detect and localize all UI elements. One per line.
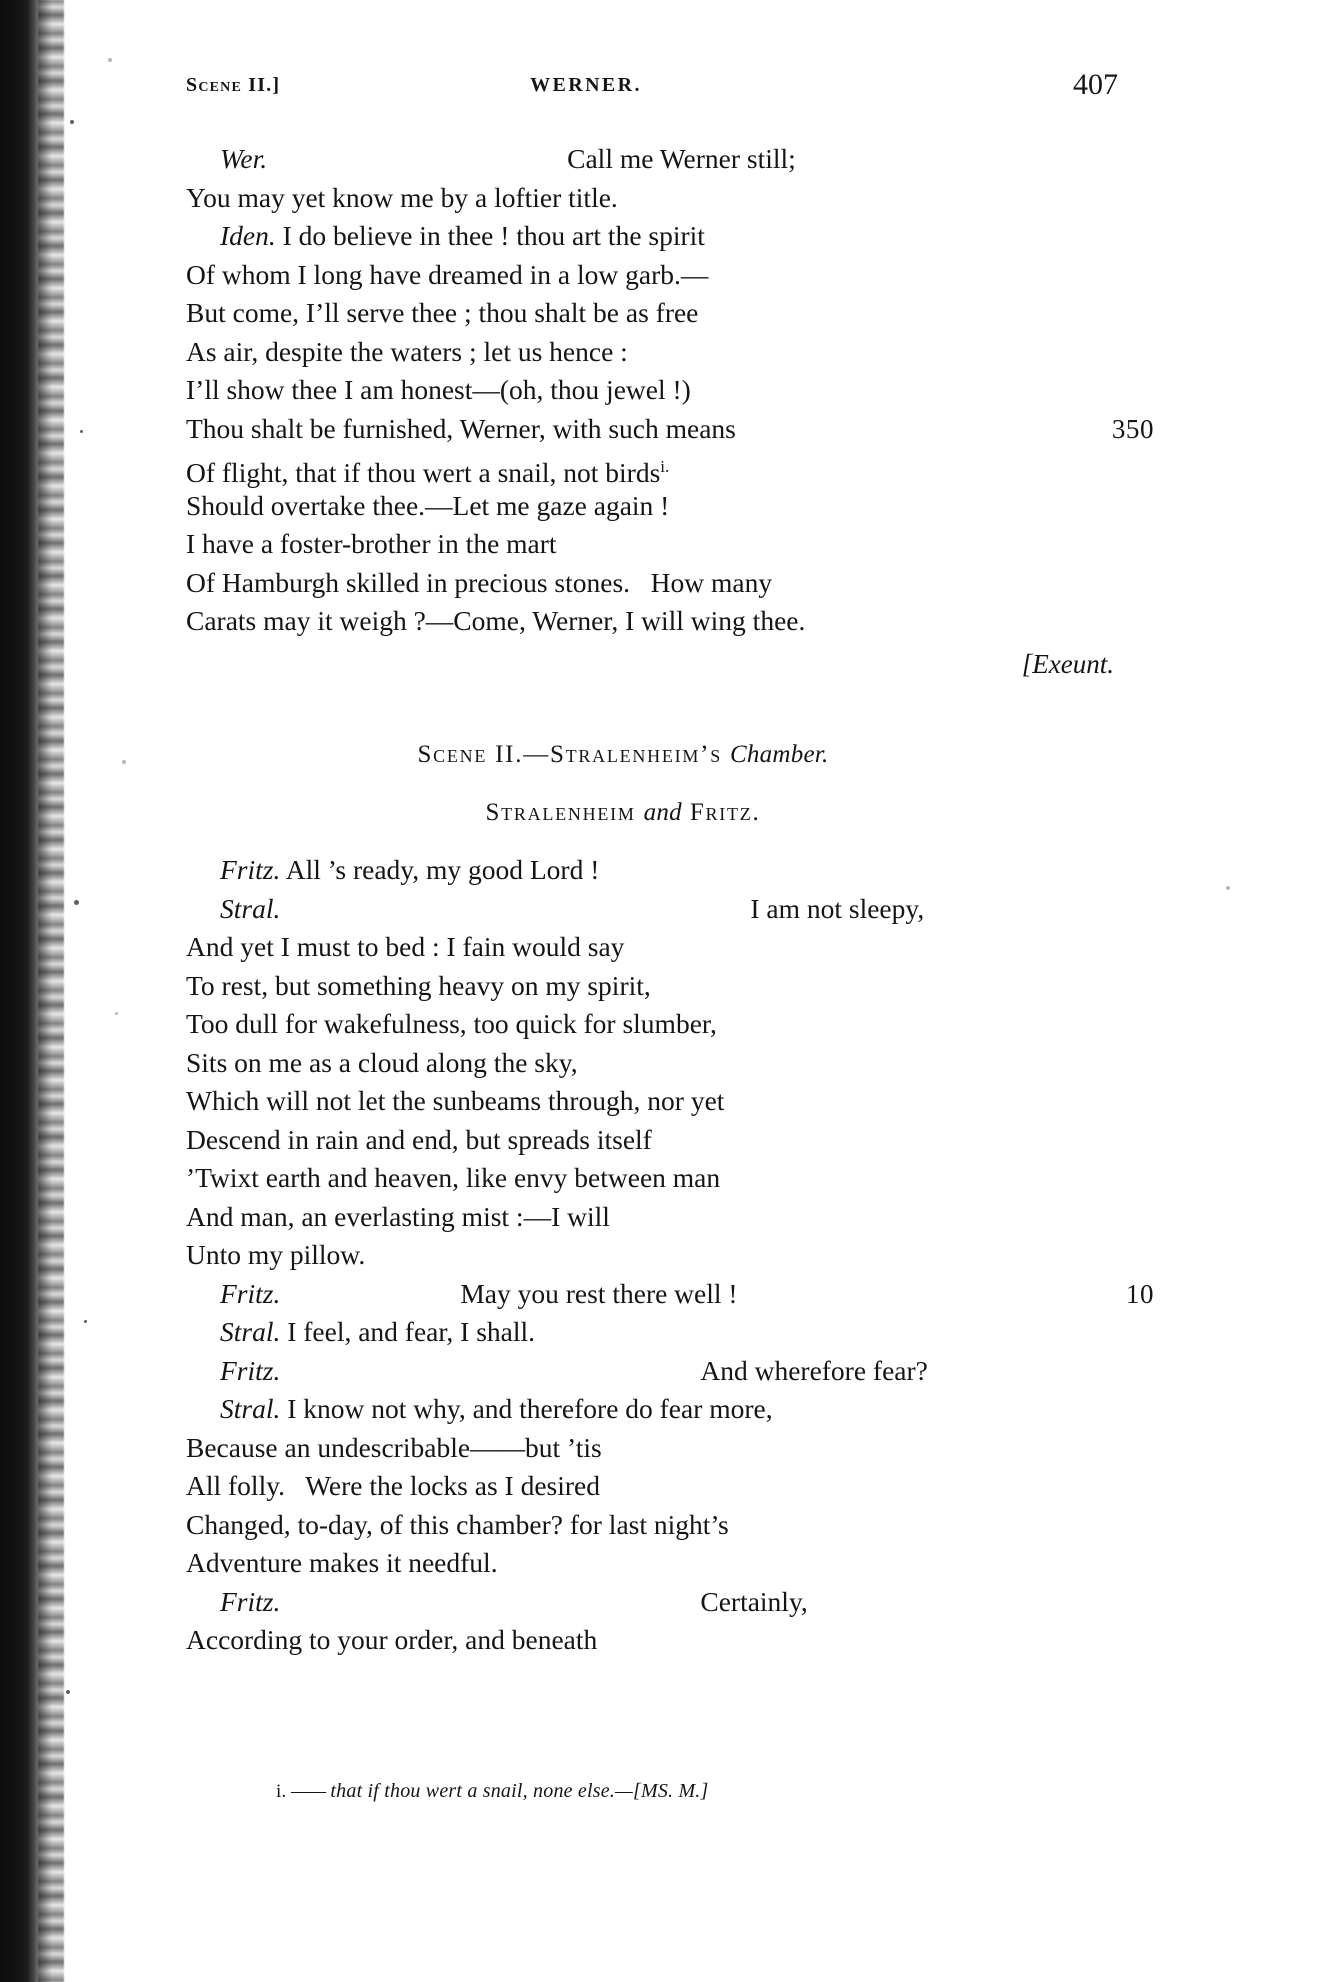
verse-text: ’Twixt earth and heaven, like envy between man bbox=[186, 1162, 721, 1193]
verse-text: Carats may it weigh ?—Come, Werner, I will wing thee. bbox=[186, 605, 806, 636]
verse-line bbox=[186, 410, 1154, 449]
verse-line bbox=[186, 1159, 1136, 1198]
page-number: 407 bbox=[1073, 68, 1118, 101]
verse-line bbox=[186, 1390, 1136, 1429]
verse-text: Of whom I long have dreamed in a low garb.— bbox=[186, 258, 709, 290]
verse-text: Adventure makes it needful. bbox=[186, 1547, 498, 1578]
verse-text: You may yet know me by a loftier title. bbox=[186, 181, 618, 213]
verse-line bbox=[186, 1429, 1136, 1468]
page-speck bbox=[108, 58, 112, 62]
speaker-name: Stral. bbox=[220, 1393, 281, 1424]
verse-text: To rest, but something heavy on my spirit, bbox=[186, 969, 651, 1001]
verse-line bbox=[186, 179, 1136, 218]
scan-gutter-shadow bbox=[0, 0, 52, 1982]
verse-line bbox=[186, 448, 1136, 487]
verse-line bbox=[186, 140, 1136, 179]
conjunction: and bbox=[643, 799, 682, 826]
speaker-name: Fritz. bbox=[220, 854, 281, 885]
verse-text: But come, I’ll serve thee ; thou shalt be as free bbox=[186, 297, 699, 328]
footnote bbox=[276, 1780, 708, 1803]
page-speck bbox=[1226, 886, 1230, 890]
page-content bbox=[186, 68, 1154, 1660]
verse-text: Descend in rain and end, but spreads itself bbox=[186, 1123, 652, 1155]
scene-heading-location: Chamber. bbox=[729, 741, 829, 768]
verse-text: Too dull for wakefulness, too quick for slumber, bbox=[186, 1008, 717, 1039]
speaker-name: Stral. bbox=[220, 892, 281, 924]
verse-line bbox=[186, 487, 1136, 526]
verse-line bbox=[186, 1082, 1136, 1121]
verse-line bbox=[186, 371, 1136, 410]
verse-text: Thou shalt be furnished, Werner, with such means bbox=[186, 412, 736, 444]
verse-line bbox=[186, 1506, 1136, 1545]
verse-line bbox=[186, 851, 1136, 890]
verse-line bbox=[186, 1198, 1136, 1237]
dramatis-personae bbox=[186, 799, 1136, 827]
line-number: 10 bbox=[1125, 1278, 1154, 1309]
verse-line bbox=[186, 1313, 1136, 1352]
verse-line bbox=[186, 1544, 1136, 1583]
verse-text: According to your order, and beneath bbox=[186, 1624, 598, 1655]
verse-text: May you rest there well ! bbox=[460, 1277, 738, 1309]
verse-text: And wherefore fear? bbox=[700, 1354, 928, 1386]
verse-text: All ’s ready, my good Lord ! bbox=[280, 854, 600, 885]
verse-text: Of Hamburgh skilled in precious stones. How many bbox=[186, 566, 773, 598]
verse-block-two bbox=[186, 851, 1154, 1660]
speaker-name: Iden. bbox=[220, 220, 276, 251]
verse-text: Because an undescribable——but ’tis bbox=[186, 1431, 602, 1463]
verse-line bbox=[186, 890, 1136, 929]
speaker-name: Fritz. bbox=[220, 1585, 281, 1617]
verse-text: I’ll show thee I am honest—(oh, thou jewel !) bbox=[186, 374, 691, 405]
verse-text: Unto my pillow. bbox=[186, 1239, 366, 1270]
page-speck bbox=[122, 760, 126, 764]
verse-line bbox=[186, 1044, 1136, 1083]
verse-text: Changed, to-day, of this chamber? for last night’s bbox=[186, 1508, 729, 1540]
footnote-marker: i. bbox=[276, 1781, 287, 1802]
scene-heading bbox=[186, 741, 1136, 769]
verse-line bbox=[186, 217, 1136, 256]
character-one: Stralenheim bbox=[485, 799, 644, 826]
verse-line bbox=[186, 1005, 1136, 1044]
speaker-name: Stral. bbox=[220, 1316, 281, 1347]
verse-line bbox=[186, 928, 1136, 967]
verse-text: I am not sleepy, bbox=[750, 892, 925, 924]
verse-text: All folly. Were the locks as I desired bbox=[186, 1470, 600, 1501]
verse-line bbox=[186, 1621, 1136, 1660]
verse-text: Of flight, that if thou wert a snail, not birds bbox=[186, 457, 661, 489]
verse-text: I do believe in thee ! thou art the spirit bbox=[275, 220, 705, 251]
verse-line bbox=[186, 525, 1136, 564]
verse-text: Sits on me as a cloud along the sky, bbox=[186, 1046, 578, 1078]
verse-text: I feel, and fear, I shall. bbox=[280, 1316, 536, 1347]
verse-text: As air, despite the waters ; let us hence : bbox=[186, 335, 628, 367]
scene-heading-text: Scene II.—Stralenheim’s bbox=[417, 741, 730, 768]
verse-text: I have a foster-brother in the mart bbox=[186, 528, 557, 559]
speaker-name: Fritz. bbox=[220, 1354, 281, 1386]
verse-line bbox=[186, 294, 1136, 333]
verse-line bbox=[186, 1352, 1136, 1391]
verse-text: And yet I must to bed : I fain would say bbox=[186, 931, 625, 962]
verse-text: Call me Werner still; bbox=[567, 143, 796, 174]
stage-direction: [Exeunt. bbox=[1021, 648, 1114, 679]
verse-text: Which will not let the sunbeams through, nor yet bbox=[186, 1085, 725, 1116]
verse-line bbox=[186, 1275, 1154, 1314]
running-head-scene-label: Scene II.] bbox=[186, 74, 281, 96]
line-number: 350 bbox=[1111, 413, 1154, 444]
verse-line bbox=[186, 1121, 1136, 1160]
verse-text: I know not why, and therefore do fear more, bbox=[280, 1393, 773, 1424]
footnote-rule: —— bbox=[286, 1780, 331, 1802]
verse-text: Should overtake thee.—Let me gaze again ! bbox=[186, 489, 670, 521]
running-head-title: WERNER. bbox=[530, 74, 642, 96]
scan-gutter-texture bbox=[38, 0, 64, 1982]
verse-line bbox=[186, 1467, 1136, 1506]
speaker-name: Fritz. bbox=[220, 1277, 281, 1309]
verse-text: Certainly, bbox=[700, 1585, 808, 1617]
verse-line bbox=[186, 564, 1136, 603]
verse-block-one bbox=[186, 140, 1154, 683]
footnote-text: that if thou wert a snail, none else.—[MS. M.] bbox=[330, 1780, 709, 1802]
running-head bbox=[186, 68, 1136, 114]
page-speck bbox=[115, 1012, 118, 1015]
verse-line bbox=[186, 1236, 1136, 1275]
verse-line bbox=[186, 333, 1136, 372]
speaker-name: Wer. bbox=[220, 143, 268, 174]
character-two: Fritz. bbox=[681, 799, 761, 826]
verse-line bbox=[186, 1583, 1136, 1622]
verse-line bbox=[186, 602, 1136, 641]
verse-line bbox=[186, 967, 1136, 1006]
verse-line bbox=[186, 256, 1136, 295]
verse-text: And man, an everlasting mist :—I will bbox=[186, 1200, 610, 1232]
footnote-reference[interactable]: i. bbox=[660, 457, 670, 476]
